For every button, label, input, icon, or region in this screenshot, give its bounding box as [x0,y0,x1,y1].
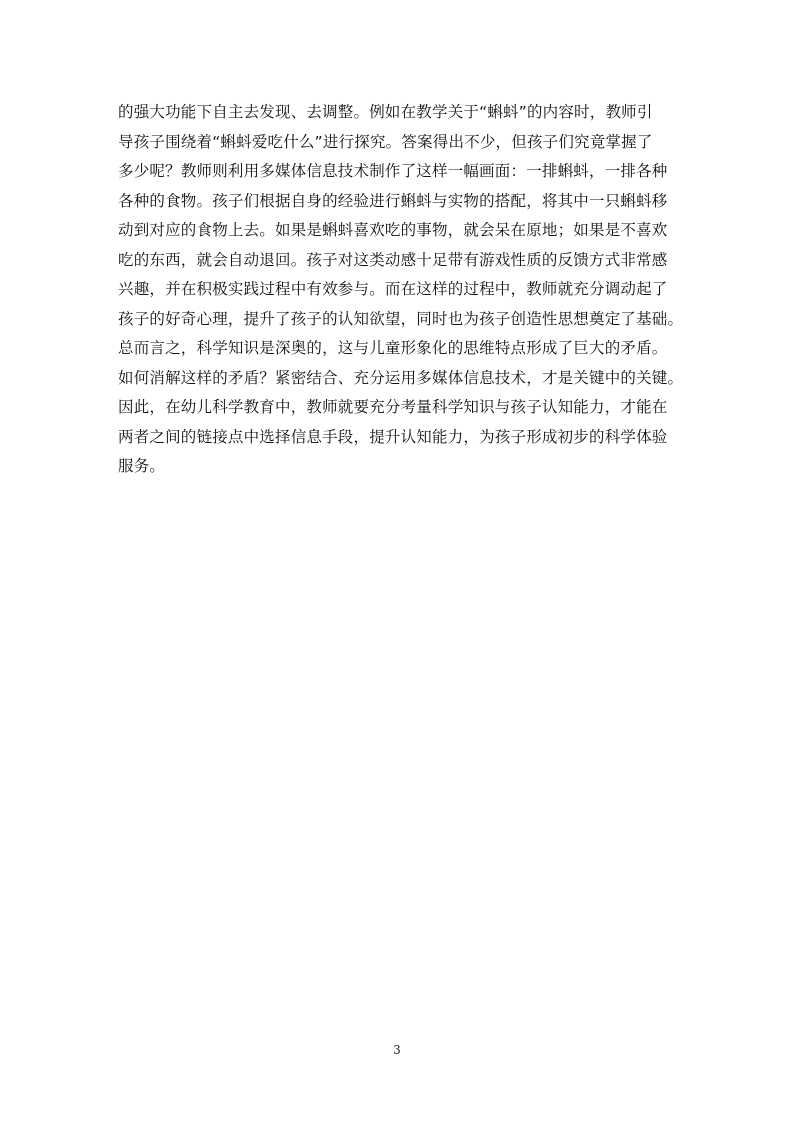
text-line: 总而言之，科学知识是深奥的，这与儿童形象化的思维特点形成了巨大的矛盾。 [118,339,668,357]
text-line: 孩子的好奇心理，提升了孩子的认知欲望，同时也为孩子创造性思想奠定了基础。 [118,309,684,328]
text-line: 如何消解这样的矛盾？紧密结合、充分运用多媒体信息技术，才是关键中的关键。 [118,368,684,387]
text-line: 的强大功能下自主去发现、去调整。例如在教学关于“蝌蚪”的内容时，教师引 [118,103,653,121]
text-line: 动到对应的食物上去。如果是蝌蚪喜欢吃的事物，就会呆在原地；如果是不喜欢 [118,221,668,239]
text-line: 因此，在幼儿科学教育中，教师就要充分考量科学知识与孩子认知能力，才能在 [118,398,668,416]
text-line: 多少呢？教师则利用多媒体信息技术制作了这样一幅画面：一排蝌蚪，一排各种 [118,162,668,180]
page-number: 3 [393,1043,401,1057]
body-paragraph [118,98,688,482]
text-line: 两者之间的链接点中选择信息手段，提升认知能力，为孩子形成初步的科学体验 [118,427,668,446]
text-line: 吃的东西，就会自动退回。孩子对这类动感十足带有游戏性质的反馈方式非常感 [118,250,668,269]
text-line: 兴趣，并在积极实践过程中有效参与。而在这样的过程中，教师就充分调动起了 [118,280,668,298]
text-line: 各种的食物。孩子们根据自身的经验进行蝌蚪与实物的搭配，将其中一只蝌蚪移 [118,191,668,210]
text-line: 导孩子围绕着“蝌蚪爱吃什么”进行探究。答案得出不少，但孩子们究竟掌握了 [118,132,653,151]
text-line: 服务。 [118,457,166,475]
